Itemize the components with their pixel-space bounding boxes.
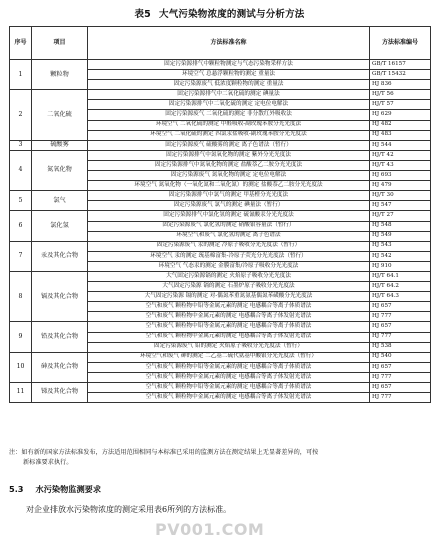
standards-table (9, 26, 431, 403)
row-method: 空气和废气 颗粒物中金属元素的测定 电感耦合等离子体发射光谱法 (88, 393, 370, 403)
row-code: HJ 549 (370, 231, 431, 241)
row-method: 空气和废气 颗粒物中金属元素的测定 电感耦合等离子体发射光谱法 (88, 312, 370, 322)
row-seq: 3 (10, 140, 32, 150)
row-code: HJ 482 (370, 120, 431, 130)
table-row (10, 322, 431, 332)
table-number: 表5 (134, 9, 151, 20)
row-code: HJ 483 (370, 130, 431, 140)
table-note (9, 448, 430, 468)
row-seq: 4 (10, 150, 32, 190)
row-method: 大气固定污染源 镉的测定 石墨炉原子吸收分光光度法 (88, 282, 370, 292)
row-method: 空气和废气 颗粒物中铅等金属元素的测定 电感耦合等离子体质谱法 (88, 362, 370, 372)
row-code: HJ/T 30 (370, 191, 431, 201)
row-seq: 6 (10, 211, 32, 241)
row-method: 大气固定污染源 镉的测定 对-偶氮苯重氮氨基偶氮苯磺酸分光光度法 (88, 292, 370, 302)
section-title: 水污染物监测要求 (35, 484, 102, 494)
row-method: 空气和废气 颗粒物中金属元素的测定 电感耦合等离子体发射光谱法 (88, 372, 370, 382)
row-seq: 2 (10, 90, 32, 140)
row-method: 固定污染源排气中氮氧化物的测定 盐酸萘乙二胺分光光度法 (88, 160, 370, 170)
row-method: 固定污染源废气 铅的测定 火焰原子吸收分光光度法（暂行） (88, 342, 370, 352)
row-seq: 10 (10, 352, 32, 382)
row-method: 固定污染源废气 氯化氢的测定 硝酸银容量法（暂行） (88, 221, 370, 231)
section-number: 5.3 (9, 484, 24, 494)
row-method: 环境空气 总悬浮颗粒物的测定 重量法 (88, 70, 370, 80)
body-paragraph: 对企业排放水污染物浓度的测定采用表6所列的方法标准。 (26, 505, 232, 514)
row-method: 固定污染源废气 二氧化硫的测定 非分散红外吸收法 (88, 110, 370, 120)
row-code: HJ 544 (370, 140, 431, 150)
row-seq: 11 (10, 383, 32, 403)
row-method: 固定污染源排气中二氧化硫的测定 碘量法 (88, 90, 370, 100)
row-code: HJ/T 56 (370, 90, 431, 100)
row-code: HJ/T 64.1 (370, 271, 431, 281)
table-caption (0, 6, 439, 20)
row-method: 环境空气 二氧化硫的测定 甲醛吸收-副玫瑰苯胺分光光度法 (88, 120, 370, 130)
row-code: HJ 777 (370, 332, 431, 342)
table-title: 大气污染物浓度的测试与分析方法 (159, 9, 305, 20)
section-heading (9, 484, 101, 495)
row-method: 环境空气 氮氧化物（一氧化氮和二氧化氮）的测定 盐酸萘乙二胺分光光度法 (88, 181, 370, 191)
row-code: HJ 657 (370, 302, 431, 312)
row-method: 固定污染源废气 低浓度颗粒物的测定 重量法 (88, 80, 370, 90)
watermark-text: PV001.COM (155, 520, 265, 539)
row-code: HJ 836 (370, 80, 431, 90)
row-item: 锑及其化合物 (32, 383, 88, 403)
row-code: HJ 777 (370, 372, 431, 382)
row-code: HJ/T 42 (370, 150, 431, 160)
header-seq: 序号 (10, 27, 32, 60)
row-seq: 1 (10, 60, 32, 90)
row-code: HJ 657 (370, 322, 431, 332)
row-method: 环境空气和废气 砷的测定 二乙基二硫代氨基甲酸银分光光度法（暂行） (88, 352, 370, 362)
row-code: HJ 693 (370, 171, 431, 181)
row-method: 固定污染源排气中氯气的测定 甲基橙分光光度法 (88, 191, 370, 201)
row-seq: 9 (10, 322, 32, 352)
row-code: HJ 547 (370, 201, 431, 211)
row-method: 环境空气 汞的测定 巯基棉富集-冷原子荧光分光光度法（暂行） (88, 251, 370, 261)
row-code: HJ/T 57 (370, 100, 431, 110)
row-code: HJ 777 (370, 393, 431, 403)
row-code: HJ/T 64.3 (370, 292, 431, 302)
row-method: 空气和废气 颗粒物中铅等金属元素的测定 电感耦合等离子体质谱法 (88, 383, 370, 393)
table-row (10, 60, 431, 70)
row-code: HJ 538 (370, 342, 431, 352)
row-method: 环境空气 气态汞的测定 金膜富集/冷原子吸收分光光度法 (88, 261, 370, 271)
table-row (10, 241, 431, 251)
row-method: 空气和废气 颗粒物中金属元素的测定 电感耦合等离子体发射光谱法 (88, 332, 370, 342)
header-item: 项目 (32, 27, 88, 60)
row-code: HJ/T 27 (370, 211, 431, 221)
table-row (10, 211, 431, 221)
row-item: 砷及其化合物 (32, 352, 88, 382)
table-body (10, 60, 431, 403)
row-code: HJ 548 (370, 221, 431, 231)
row-code: HJ 657 (370, 383, 431, 393)
table-row (10, 90, 431, 100)
note-line-1: 注：如有新的国家方法标准发布，方法适用范围相同与本标准已采用的监测方法在测定结果上无显著差异的，可按 (9, 449, 319, 456)
row-code: HJ/T 64.2 (370, 282, 431, 292)
row-item: 氮氧化物 (32, 150, 88, 190)
row-code: HJ 910 (370, 261, 431, 271)
table-header-row (10, 27, 431, 60)
row-code: GB/T 16157 (370, 60, 431, 70)
row-item: 汞及其化合物 (32, 241, 88, 271)
note-line-2: 新标准要求执行。 (23, 459, 73, 466)
row-item: 铅及其化合物 (32, 322, 88, 352)
row-code: HJ 543 (370, 241, 431, 251)
row-method: 环境空气和废气 氯化氢的测定 离子色谱法 (88, 231, 370, 241)
header-method: 方法标准名称 (88, 27, 370, 60)
table-row (10, 271, 431, 281)
row-item: 颗粒物 (32, 60, 88, 90)
table-row (10, 150, 431, 160)
row-code: GB/T 15432 (370, 70, 431, 80)
row-seq: 5 (10, 191, 32, 211)
row-method: 固定污染源排气中颗粒物测定与气态污染物采样方法 (88, 60, 370, 70)
row-item: 镉及其化合物 (32, 271, 88, 321)
row-method: 固定污染源废气 氮氧化物的测定 定电位电解法 (88, 171, 370, 181)
row-seq: 7 (10, 241, 32, 271)
row-item: 氯化氢 (32, 211, 88, 241)
row-method: 固定污染源排气中二氧化硫的测定 定电位电解法 (88, 100, 370, 110)
row-code: HJ 629 (370, 110, 431, 120)
row-method: 大气固定污染源镉的测定 火焰原子吸收分光光度法 (88, 271, 370, 281)
row-seq: 8 (10, 271, 32, 321)
row-method: 空气和废气 颗粒物中铅等金属元素的测定 电感耦合等离子体质谱法 (88, 322, 370, 332)
row-item: 硫酸雾 (32, 140, 88, 150)
row-code: HJ 479 (370, 181, 431, 191)
row-code: HJ 542 (370, 251, 431, 261)
row-item: 二氧化硫 (32, 90, 88, 140)
row-method: 空气和废气 颗粒物中铅等金属元素的测定 电感耦合等离子体质谱法 (88, 302, 370, 312)
row-method: 固定污染源废气 氯气的测定 碘量法（暂行） (88, 201, 370, 211)
table-row (10, 140, 431, 150)
row-method: 固定污染源废气 硫酸雾的测定 离子色谱法（暂行） (88, 140, 370, 150)
header-code: 方法标准编号 (370, 27, 431, 60)
row-method: 环境空气 二氧化硫的测定 四氯汞盐吸收-副玫瑰苯胺分光光度法 (88, 130, 370, 140)
table-row (10, 191, 431, 201)
table-row (10, 383, 431, 393)
row-method: 固定污染源废气 汞的测定 冷原子吸收分光光度法（暂行） (88, 241, 370, 251)
row-method: 固定污染源排气中氯化氢的测定 硫氰酸汞分光光度法 (88, 211, 370, 221)
row-item: 氯气 (32, 191, 88, 211)
row-method: 固定污染源排气中氮氧化物的测定 紫外分光光度法 (88, 150, 370, 160)
row-code: HJ 540 (370, 352, 431, 362)
row-code: HJ/T 43 (370, 160, 431, 170)
row-code: HJ 657 (370, 362, 431, 372)
row-code: HJ 777 (370, 312, 431, 322)
table-row (10, 352, 431, 362)
